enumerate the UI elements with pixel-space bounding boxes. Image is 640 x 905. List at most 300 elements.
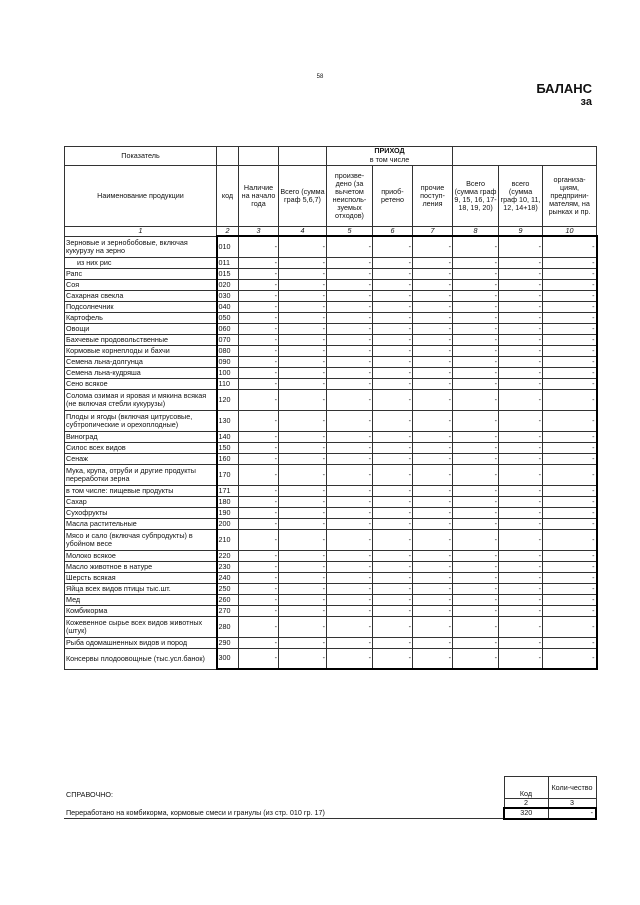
row-value: - [239, 529, 279, 550]
row-value: - [499, 648, 543, 669]
row-name: Консервы плодоовощные (тыс.усл.банок) [65, 648, 217, 669]
table-row [65, 442, 597, 453]
row-value: - [453, 345, 499, 356]
row-value: - [453, 453, 499, 464]
row-value: - [239, 561, 279, 572]
row-value: - [453, 323, 499, 334]
header-including: в том числе [327, 155, 453, 166]
row-value: - [239, 637, 279, 648]
row-value: - [373, 279, 413, 290]
row-value: - [453, 648, 499, 669]
row-value: - [453, 561, 499, 572]
row-value: - [279, 345, 327, 356]
row-value: - [543, 345, 597, 356]
row-value: - [543, 442, 597, 453]
row-value: - [453, 605, 499, 616]
row-value: - [453, 637, 499, 648]
row-value: - [327, 550, 373, 561]
row-value: - [373, 507, 413, 518]
row-value: - [373, 410, 413, 431]
row-value: - [327, 583, 373, 594]
row-value: - [543, 572, 597, 583]
row-value: - [543, 410, 597, 431]
row-value: - [373, 561, 413, 572]
row-value: - [499, 236, 543, 257]
row-code: 040 [217, 301, 239, 312]
row-value: - [373, 496, 413, 507]
row-value: - [499, 312, 543, 323]
row-name: Рыба одомашненных видов и пород [65, 637, 217, 648]
row-value: - [413, 572, 453, 583]
row-name: Сено всякое [65, 378, 217, 389]
reference-qty-header: Коли-чество [548, 777, 596, 799]
row-value: - [373, 550, 413, 561]
row-name: Сухофрукты [65, 507, 217, 518]
row-code: 300 [217, 648, 239, 669]
row-value: - [239, 616, 279, 637]
row-value: - [499, 453, 543, 464]
row-value: - [327, 507, 373, 518]
column-number: 9 [499, 227, 543, 237]
row-value: - [327, 236, 373, 257]
row-value: - [543, 518, 597, 529]
row-value: - [453, 236, 499, 257]
header-total2: Всего (сумма граф 9, 15, 16, 17-18, 19, 20) [453, 166, 499, 227]
row-value: - [327, 257, 373, 268]
row-value: - [279, 442, 327, 453]
row-value: - [453, 464, 499, 485]
row-value: - [327, 334, 373, 345]
row-value: - [499, 431, 543, 442]
header-total3: всего (сумма граф 10, 11, 12, 14+18) [499, 166, 543, 227]
row-value: - [413, 648, 453, 669]
row-value: - [413, 637, 453, 648]
row-code: 030 [217, 290, 239, 301]
row-value: - [279, 301, 327, 312]
row-value: - [239, 378, 279, 389]
row-value: - [279, 453, 327, 464]
page-number: 58 [316, 74, 324, 80]
row-value: - [453, 485, 499, 496]
row-value: - [239, 442, 279, 453]
row-name: Плоды и ягоды (включая цитрусовые, субтропические и орехоплодные) [65, 410, 217, 431]
row-value: - [499, 378, 543, 389]
row-value: - [239, 648, 279, 669]
row-code: 011 [217, 257, 239, 268]
table-row [65, 550, 597, 561]
table-row [65, 345, 597, 356]
row-value: - [499, 594, 543, 605]
row-code: 060 [217, 323, 239, 334]
row-value: - [279, 410, 327, 431]
row-code: 120 [217, 389, 239, 410]
row-value: - [327, 431, 373, 442]
row-value: - [279, 616, 327, 637]
row-code: 230 [217, 561, 239, 572]
row-name: Семена льна-долгунца [65, 356, 217, 367]
row-value: - [327, 529, 373, 550]
row-value: - [239, 594, 279, 605]
row-value: - [327, 312, 373, 323]
row-value: - [373, 572, 413, 583]
row-value: - [327, 290, 373, 301]
row-value: - [413, 431, 453, 442]
row-code: 130 [217, 410, 239, 431]
row-value: - [543, 431, 597, 442]
row-value: - [373, 334, 413, 345]
row-value: - [239, 345, 279, 356]
row-value: - [453, 389, 499, 410]
table-row [65, 257, 597, 268]
row-code: 210 [217, 529, 239, 550]
row-value: - [373, 378, 413, 389]
row-name: в том числе: пищевые продукты [65, 485, 217, 496]
row-value: - [239, 605, 279, 616]
row-value: - [239, 453, 279, 464]
table-row [65, 507, 597, 518]
row-value: - [413, 442, 453, 453]
row-value: - [373, 356, 413, 367]
row-value: - [499, 485, 543, 496]
table-row [65, 572, 597, 583]
row-value: - [373, 290, 413, 301]
row-value: - [413, 268, 453, 279]
row-name: Овощи [65, 323, 217, 334]
row-name: Подсолнечник [65, 301, 217, 312]
row-value: - [239, 257, 279, 268]
column-number: 10 [543, 227, 597, 237]
row-code: 170 [217, 464, 239, 485]
row-value: - [453, 356, 499, 367]
row-code: 200 [217, 518, 239, 529]
header-other: прочие поступ-ления [413, 166, 453, 227]
row-value: - [327, 648, 373, 669]
row-name: Семена льна-кудряша [65, 367, 217, 378]
row-value: - [279, 648, 327, 669]
row-value: - [327, 561, 373, 572]
row-value: - [453, 496, 499, 507]
row-code: 260 [217, 594, 239, 605]
row-name: Сахарная свекла [65, 290, 217, 301]
row-name: Мед [65, 594, 217, 605]
row-value: - [279, 279, 327, 290]
row-value: - [279, 583, 327, 594]
table-row [65, 236, 597, 257]
row-code: 250 [217, 583, 239, 594]
row-code: 240 [217, 572, 239, 583]
row-value: - [453, 518, 499, 529]
column-number: 5 [327, 227, 373, 237]
row-value: - [499, 301, 543, 312]
table-row [65, 605, 597, 616]
row-code: 010 [217, 236, 239, 257]
table-row [65, 367, 597, 378]
row-value: - [413, 323, 453, 334]
row-value: - [327, 572, 373, 583]
row-value: - [413, 290, 453, 301]
row-code: 110 [217, 378, 239, 389]
row-value: - [499, 616, 543, 637]
row-value: - [453, 301, 499, 312]
row-value: - [239, 236, 279, 257]
row-value: - [279, 550, 327, 561]
row-value: - [279, 290, 327, 301]
row-value: - [279, 605, 327, 616]
row-value: - [239, 496, 279, 507]
row-name: Силос всех видов [65, 442, 217, 453]
row-value: - [373, 367, 413, 378]
row-value: - [413, 367, 453, 378]
row-value: - [543, 323, 597, 334]
reference-code-num: 2 [504, 799, 548, 809]
row-value: - [453, 257, 499, 268]
row-value: - [453, 529, 499, 550]
row-value: - [413, 356, 453, 367]
row-value: - [373, 236, 413, 257]
row-code: 190 [217, 507, 239, 518]
row-value: - [543, 378, 597, 389]
row-value: - [373, 389, 413, 410]
row-value: - [239, 301, 279, 312]
row-value: - [543, 268, 597, 279]
row-value: - [413, 279, 453, 290]
row-value: - [543, 334, 597, 345]
row-value: - [543, 236, 597, 257]
table-row [65, 334, 597, 345]
row-name: Молоко всякое [65, 550, 217, 561]
row-value: - [413, 453, 453, 464]
table-row [65, 496, 597, 507]
row-name: Масло животное в натуре [65, 561, 217, 572]
row-value: - [453, 583, 499, 594]
column-number: 4 [279, 227, 327, 237]
row-value: - [543, 583, 597, 594]
header-start-balance: Наличие на начало года [239, 166, 279, 227]
row-name: Комбикорма [65, 605, 217, 616]
table-row [65, 279, 597, 290]
row-value: - [453, 312, 499, 323]
row-value: - [543, 367, 597, 378]
row-value: - [239, 431, 279, 442]
row-value: - [279, 529, 327, 550]
row-value: - [373, 637, 413, 648]
row-value: - [279, 572, 327, 583]
row-value: - [239, 312, 279, 323]
row-value: - [279, 594, 327, 605]
table-row [65, 301, 597, 312]
row-value: - [453, 334, 499, 345]
row-name: Сенаж [65, 453, 217, 464]
row-value: - [453, 594, 499, 605]
table-row [65, 648, 597, 669]
row-value: - [453, 442, 499, 453]
row-value: - [453, 431, 499, 442]
row-value: - [453, 410, 499, 431]
row-value: - [499, 442, 543, 453]
reference-qty-num: 3 [548, 799, 596, 809]
column-number: 6 [373, 227, 413, 237]
row-value: - [453, 572, 499, 583]
row-value: - [543, 637, 597, 648]
row-value: - [279, 312, 327, 323]
row-value: - [543, 507, 597, 518]
row-value: - [499, 518, 543, 529]
row-name: Масла растительные [65, 518, 217, 529]
row-value: - [499, 323, 543, 334]
row-value: - [413, 257, 453, 268]
row-value: - [373, 442, 413, 453]
row-value: - [413, 594, 453, 605]
row-code: 140 [217, 431, 239, 442]
row-value: - [413, 529, 453, 550]
row-name: Солома озимая и яровая и мякина всякая (не включая стебли кукурузы) [65, 389, 217, 410]
row-value: - [239, 410, 279, 431]
table-row [65, 561, 597, 572]
row-name: Виноград [65, 431, 217, 442]
row-value: - [499, 529, 543, 550]
row-value: - [239, 550, 279, 561]
table-row [65, 637, 597, 648]
document-title: БАЛАНС [536, 81, 592, 96]
row-value: - [499, 637, 543, 648]
row-value: - [279, 496, 327, 507]
row-value: - [327, 637, 373, 648]
row-value: - [279, 561, 327, 572]
row-value: - [327, 616, 373, 637]
row-value: - [453, 378, 499, 389]
row-value: - [453, 507, 499, 518]
row-value: - [413, 345, 453, 356]
table-row [65, 453, 597, 464]
row-value: - [413, 301, 453, 312]
header-product-name: Наименование продукции [65, 166, 217, 227]
header-income: ПРИХОД [327, 147, 453, 156]
row-value: - [499, 550, 543, 561]
table-row [65, 616, 597, 637]
row-value: - [239, 485, 279, 496]
row-code: 180 [217, 496, 239, 507]
row-value: - [543, 290, 597, 301]
row-code: 015 [217, 268, 239, 279]
row-code: 090 [217, 356, 239, 367]
row-value: - [279, 518, 327, 529]
row-value: - [543, 356, 597, 367]
header-total: Всего (сумма граф 5,6,7) [279, 166, 327, 227]
row-value: - [413, 616, 453, 637]
row-value: - [373, 594, 413, 605]
row-value: - [327, 301, 373, 312]
row-value: - [239, 290, 279, 301]
row-value: - [373, 464, 413, 485]
table-row [65, 323, 597, 334]
row-value: - [543, 605, 597, 616]
row-value: - [499, 279, 543, 290]
row-value: - [279, 464, 327, 485]
row-value: - [543, 257, 597, 268]
row-value: - [543, 485, 597, 496]
row-value: - [327, 389, 373, 410]
row-value: - [239, 279, 279, 290]
reference-label: СПРАВОЧНО: [66, 789, 114, 799]
row-value: - [279, 378, 327, 389]
header-produced: произве-дено (за вычетом неисполь-зуемых отходов) [327, 166, 373, 227]
row-value: - [373, 453, 413, 464]
row-value: - [279, 431, 327, 442]
row-value: - [499, 583, 543, 594]
row-value: - [279, 236, 327, 257]
row-value: - [543, 389, 597, 410]
row-value: - [499, 410, 543, 431]
row-value: - [499, 572, 543, 583]
row-value: - [239, 356, 279, 367]
row-name: Шерсть всякая [65, 572, 217, 583]
row-value: - [239, 268, 279, 279]
row-value: - [543, 594, 597, 605]
row-value: - [373, 257, 413, 268]
row-name: Зерновые и зернобобовые, включая кукурузу на зерно [65, 236, 217, 257]
table-row [65, 290, 597, 301]
row-name: Рапс [65, 268, 217, 279]
row-value: - [239, 367, 279, 378]
row-value: - [413, 550, 453, 561]
row-value: - [413, 334, 453, 345]
row-value: - [279, 257, 327, 268]
row-value: - [413, 236, 453, 257]
row-value: - [453, 550, 499, 561]
table-row [65, 529, 597, 550]
row-value: - [453, 367, 499, 378]
column-number: 2 [217, 227, 239, 237]
row-name: Кормовые корнеплоды и бахчи [65, 345, 217, 356]
row-value: - [413, 518, 453, 529]
row-value: - [499, 268, 543, 279]
row-value: - [413, 496, 453, 507]
document-title-sub: за [580, 96, 592, 108]
row-value: - [543, 279, 597, 290]
row-value: - [279, 637, 327, 648]
row-name: Картофель [65, 312, 217, 323]
row-code: 070 [217, 334, 239, 345]
row-value: - [327, 442, 373, 453]
row-code: 270 [217, 605, 239, 616]
row-name: из них рис [65, 257, 217, 268]
column-number: 7 [413, 227, 453, 237]
row-code: 171 [217, 485, 239, 496]
column-number: 3 [239, 227, 279, 237]
row-code: 290 [217, 637, 239, 648]
row-value: - [543, 529, 597, 550]
header-code: код [217, 166, 239, 227]
row-code: 280 [217, 616, 239, 637]
table-row [65, 389, 597, 410]
header-indicator: Показатель [65, 147, 217, 166]
row-value: - [543, 312, 597, 323]
row-value: - [543, 648, 597, 669]
row-value: - [413, 485, 453, 496]
row-value: - [373, 345, 413, 356]
row-value: - [453, 268, 499, 279]
row-value: - [543, 464, 597, 485]
row-value: - [373, 431, 413, 442]
row-value: - [543, 561, 597, 572]
row-value: - [327, 323, 373, 334]
row-name: Мясо и сало (включая субпродукты) в убойном весе [65, 529, 217, 550]
row-value: - [373, 529, 413, 550]
row-value: - [327, 496, 373, 507]
row-value: - [499, 257, 543, 268]
table-row [65, 312, 597, 323]
table-row [65, 431, 597, 442]
